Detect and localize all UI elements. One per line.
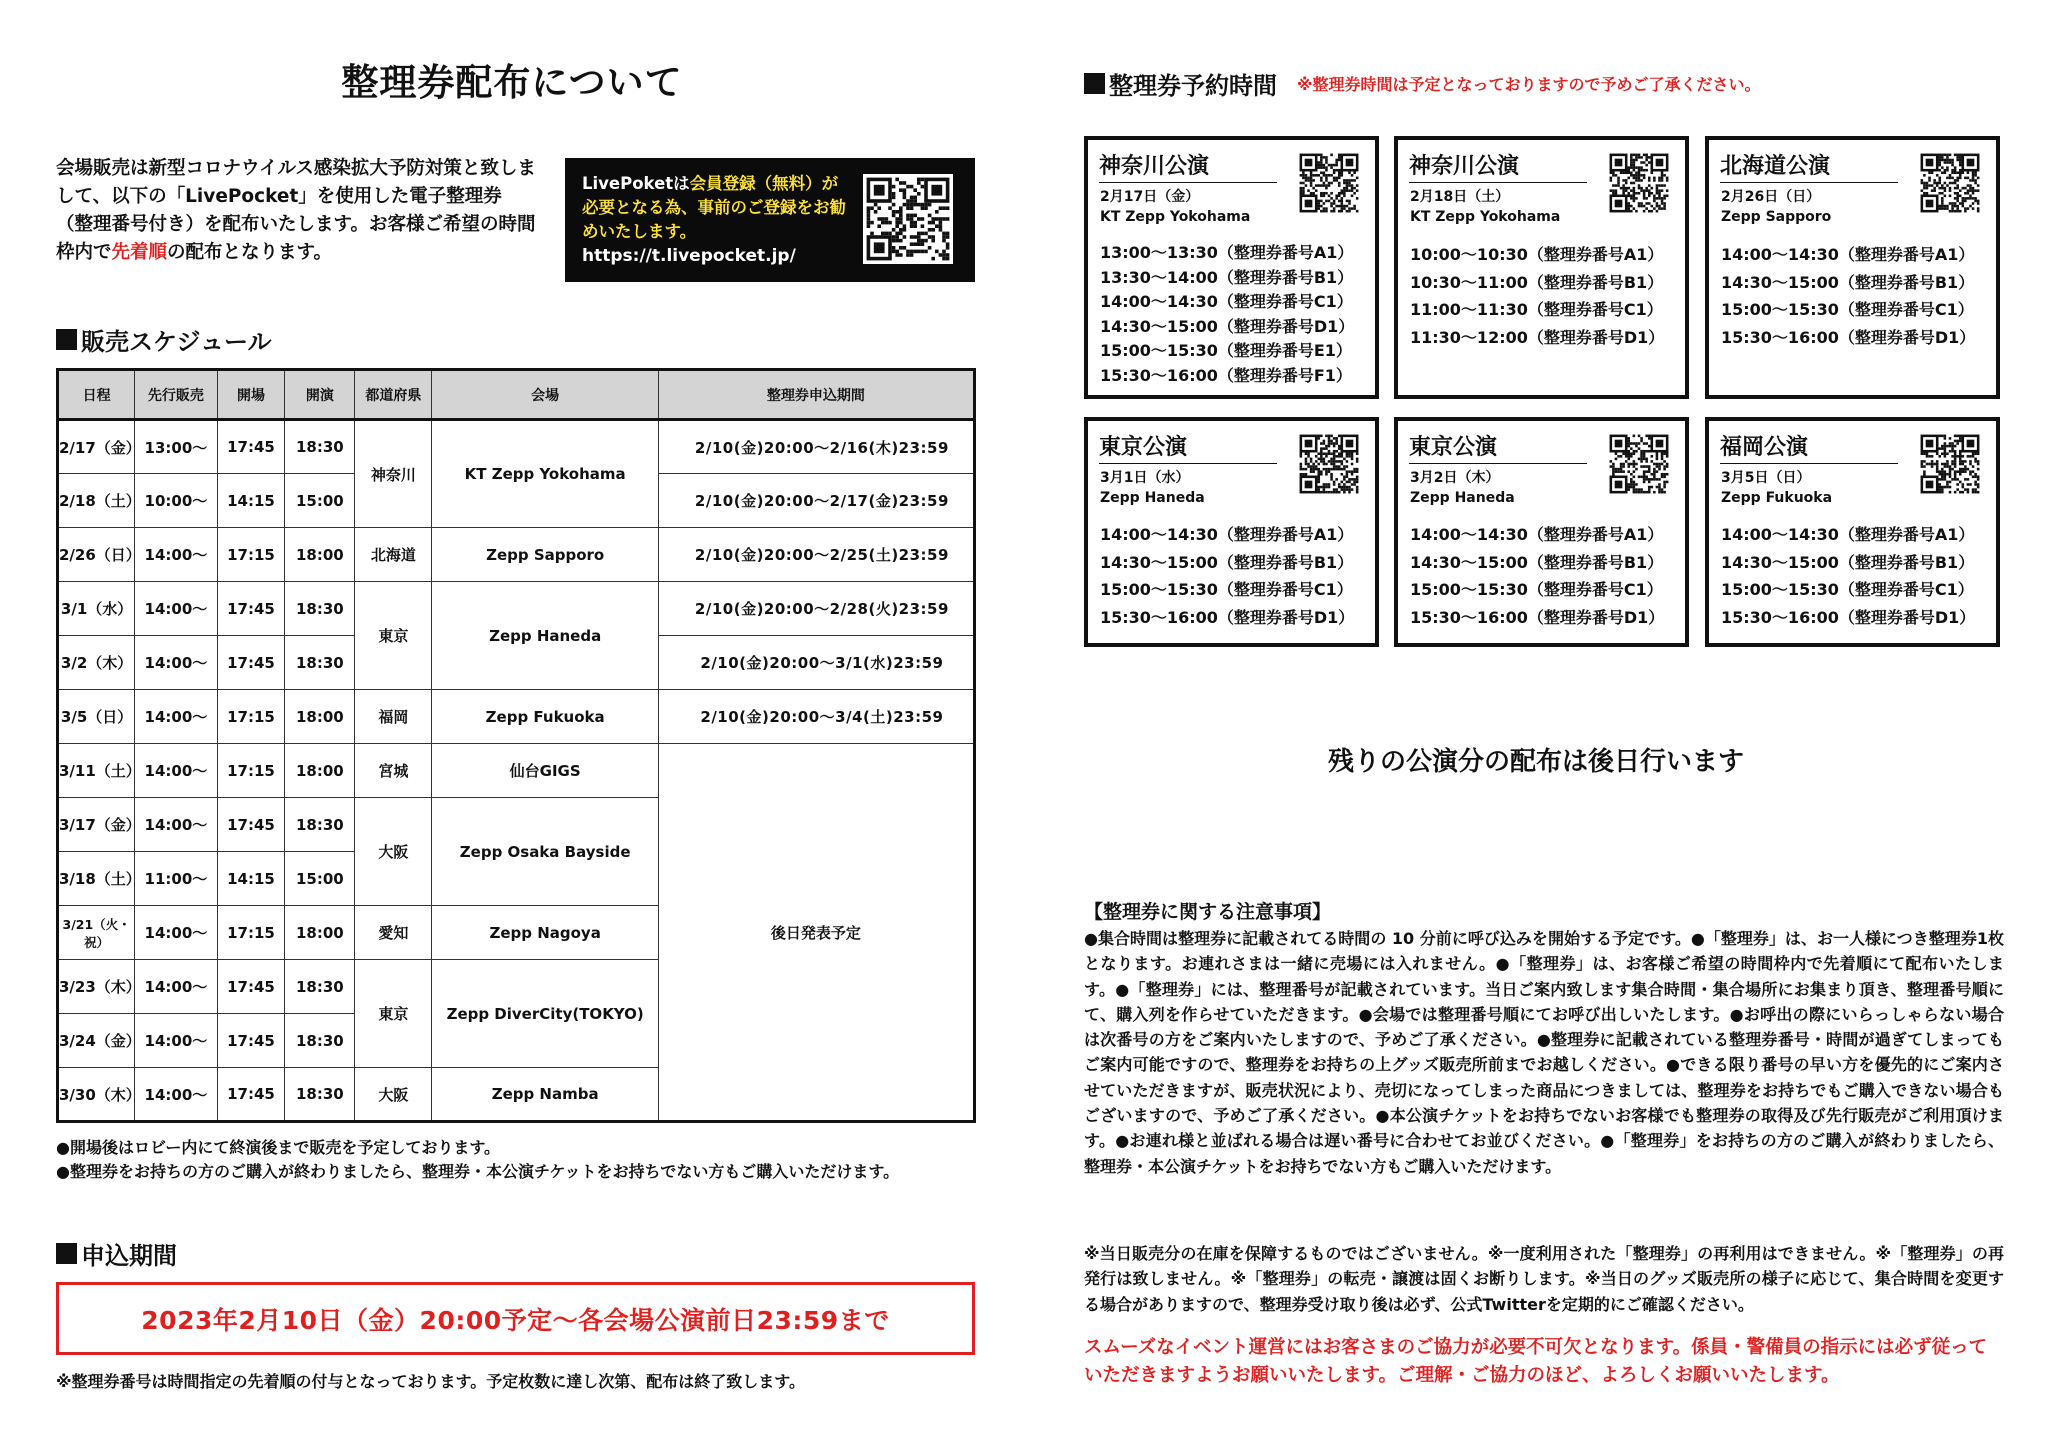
cell-start: 18:30 [285, 798, 355, 852]
cell-open: 17:15 [217, 690, 285, 744]
col-venue: 会場 [432, 370, 658, 420]
time-slot: 15:00～15:30（整理券番号C1） [1100, 580, 1353, 599]
card-title: 神奈川公演 [1099, 154, 1210, 179]
card-venue: KT Zepp Yokohama [1410, 209, 1561, 225]
page-title: 整理券配布について [341, 61, 683, 104]
cell-presale: 13:00〜 [135, 420, 217, 474]
card-venue: Zepp Haneda [1100, 490, 1205, 506]
ticket-card-kanagawa-0218 [1394, 136, 1689, 399]
card-date-venue [1410, 468, 1515, 508]
time-slot: 10:30～11:00（整理券番号B1） [1410, 272, 1664, 292]
schedule-note-item: ●整理券をお持ちの方のご購入が終わりましたら、整理券・本公演チケットをお持ちでない方もご購入いただけます。 [56, 1162, 900, 1181]
schedule-heading-text: 販売スケジュール [81, 328, 272, 356]
cell-presale: 14:00〜 [135, 744, 217, 798]
intro-text-end: の配布となります。 [167, 242, 333, 263]
card-date: 2月17日（金） [1100, 189, 1200, 205]
table-row [58, 582, 975, 636]
card-divider [1720, 463, 1898, 464]
cell-period-tba: 後日発表予定 [658, 744, 974, 1122]
card-date: 3月1日（水） [1100, 470, 1190, 486]
cell-open: 17:45 [217, 1014, 285, 1068]
time-slot: 15:30～16:00（整理券番号D1） [1721, 607, 1976, 627]
ticket-card-kanagawa-0217 [1084, 136, 1379, 399]
time-slot: 14:30～15:00（整理券番号B1） [1721, 272, 1975, 292]
qr-code-icon[interactable] [1607, 151, 1671, 215]
cell-prefecture: 神奈川 [355, 420, 432, 528]
card-date-venue [1100, 468, 1205, 508]
table-row [58, 528, 975, 582]
livepocket-text [582, 172, 852, 244]
cell-presale: 14:00〜 [135, 1014, 217, 1068]
card-title: 神奈川公演 [1409, 154, 1520, 179]
reservation-times-heading [1084, 66, 1761, 101]
cell-open: 17:45 [217, 636, 285, 690]
card-venue: Zepp Fukuoka [1721, 490, 1833, 506]
time-slot: 14:30～15:00（整理券番号D1） [1100, 316, 1355, 336]
schedule-notes [56, 1136, 996, 1184]
time-slot: 14:30～15:00（整理券番号B1） [1721, 552, 1975, 572]
cell-venue: Zepp DiverCity(TOKYO) [432, 960, 658, 1068]
cell-period: 2/10(金)20:00～2/28(火)23:59 [658, 582, 974, 636]
cell-open: 14:15 [217, 474, 285, 528]
extra-notes: ※当日販売分の在庫を保障するものではございません。※一度利用された「整理券」の再利用はできません。※「整理券」の再発行は致しません。※「整理券」の転売・譲渡は固くお断りします。※当日のグッズ販売所の様子に応じて、集合時間を変更する場合がありますので、整理券受け取り後は必ず、公式Twitterを定期的にご確認ください。 [1084, 1244, 2004, 1314]
col-presale: 先行販売 [135, 370, 217, 420]
time-slot: 15:30～16:00（整理券番号D1） [1410, 607, 1665, 627]
cell-date: 3/18（土） [58, 852, 135, 906]
cell-venue: Zepp Haneda [432, 582, 658, 690]
livepocket-url[interactable]: https://t.livepocket.jp/ [582, 246, 796, 266]
table-header-row [58, 370, 975, 420]
cell-presale: 14:00〜 [135, 528, 217, 582]
ticket-card-fukuoka-0305 [1705, 417, 2000, 647]
time-slot: 15:00～15:30（整理券番号C1） [1410, 580, 1663, 599]
table-row [58, 690, 975, 744]
cell-venue: Zepp Fukuoka [432, 690, 658, 744]
cell-start: 18:30 [285, 636, 355, 690]
time-slot: 14:00～14:30（整理券番号A1） [1721, 245, 1975, 264]
col-prefecture: 都道府県 [355, 370, 432, 420]
time-slot: 15:00～15:30（整理券番号C1） [1721, 300, 1974, 319]
table-row [58, 744, 975, 798]
cell-start: 18:00 [285, 690, 355, 744]
cell-date: 3/24（金） [58, 1014, 135, 1068]
card-title: 福岡公演 [1720, 435, 1809, 460]
cell-open: 17:45 [217, 960, 285, 1014]
card-slots [1410, 521, 1664, 631]
cell-date: 3/21（火・祝） [58, 906, 135, 960]
card-date: 2月26日（日） [1721, 189, 1821, 205]
time-slot: 15:30～16:00（整理券番号F1） [1100, 365, 1352, 385]
schedule-table [56, 368, 976, 1123]
cell-date: 3/2（木） [58, 636, 135, 690]
apply-note: ※整理券番号は時間指定の先着順の付与となっております。予定枚数に達し次第、配布は終了致します。 [56, 1372, 805, 1391]
card-date: 3月2日（木） [1410, 470, 1500, 486]
cell-date: 3/11（土） [58, 744, 135, 798]
final-message: スムーズなイベント運営にはお客さまのご協力が必要不可欠となります。係員・警備員の指示には必ず従っていただきますようお願いいたします。ご理解・ご協力のほど、よろしくお願いいたします。 [1084, 1337, 1988, 1386]
card-date-venue [1410, 187, 1560, 227]
col-date: 日程 [58, 370, 135, 420]
cell-start: 18:00 [285, 906, 355, 960]
card-venue: Zepp Sapporo [1721, 209, 1832, 225]
cell-date: 2/26（日） [58, 528, 135, 582]
col-period: 整理券申込期間 [658, 370, 974, 420]
square-bullet-icon [56, 329, 77, 350]
card-slots [1721, 521, 1975, 631]
cell-venue: Zepp Osaka Bayside [432, 798, 658, 906]
square-bullet-icon [56, 1243, 77, 1264]
qr-code-icon[interactable] [1918, 432, 1982, 496]
cell-presale: 14:00〜 [135, 582, 217, 636]
cell-presale: 11:00〜 [135, 852, 217, 906]
time-slot: 14:00～14:30（整理券番号A1） [1410, 525, 1664, 544]
cell-open: 17:45 [217, 1068, 285, 1122]
cell-venue: Zepp Namba [432, 1068, 658, 1122]
cell-period: 2/10(金)20:00～2/25(土)23:59 [658, 528, 974, 582]
cell-open: 14:15 [217, 852, 285, 906]
time-slot: 14:30～15:00（整理券番号B1） [1410, 552, 1664, 572]
cell-venue: KT Zepp Yokohama [432, 420, 658, 528]
qr-code-icon[interactable] [1918, 151, 1982, 215]
qr-code-icon[interactable] [1607, 432, 1671, 496]
card-date-venue [1100, 187, 1250, 227]
cell-period: 2/10(金)20:00～2/16(木)23:59 [658, 420, 974, 474]
card-date: 2月18日（土） [1410, 189, 1510, 205]
cell-start: 18:30 [285, 1014, 355, 1068]
livepocket-text-prefix: LivePoketは [582, 174, 690, 193]
cell-open: 17:45 [217, 420, 285, 474]
time-slot: 11:00～11:30（整理券番号C1） [1410, 300, 1663, 319]
card-slots [1410, 241, 1664, 351]
card-date-venue [1721, 187, 1831, 227]
cell-date: 3/23（木） [58, 960, 135, 1014]
qr-code-icon[interactable] [863, 174, 953, 264]
cell-period: 2/10(金)20:00～2/17(金)23:59 [658, 474, 974, 528]
time-slot: 11:30～12:00（整理券番号D1） [1410, 327, 1665, 347]
time-slot: 15:30～16:00（整理券番号D1） [1100, 607, 1355, 627]
time-slot: 14:30～15:00（整理券番号B1） [1100, 552, 1354, 572]
remaining-distribution-message: 残りの公演分の配布は後日行います [1327, 747, 1744, 777]
card-divider [1409, 463, 1587, 464]
livepocket-text-highlight: 会員登録（無料）が必要となる為、事前のご登録をお勧めいたします。 [582, 174, 846, 241]
card-venue: KT Zepp Yokohama [1100, 209, 1251, 225]
cell-prefecture: 大阪 [355, 1068, 432, 1122]
card-title: 北海道公演 [1720, 154, 1831, 179]
card-slots [1100, 241, 1354, 388]
qr-code-icon[interactable] [1297, 151, 1361, 215]
reservation-times-note: ※整理券時間は予定となっておりますので予めご了承ください。 [1297, 75, 1761, 94]
cell-date: 3/30（木） [58, 1068, 135, 1122]
cell-date: 3/5（日） [58, 690, 135, 744]
intro-highlight: 先着順 [111, 242, 168, 263]
cell-start: 18:00 [285, 528, 355, 582]
card-divider [1720, 182, 1898, 183]
card-divider [1099, 182, 1277, 183]
cell-open: 17:45 [217, 798, 285, 852]
cell-prefecture: 東京 [355, 582, 432, 690]
cell-start: 18:30 [285, 1068, 355, 1122]
schedule-note-item: ●開場後はロビー内にて終演後まで販売を予定しております。 [56, 1138, 501, 1157]
intro-text: 会場販売は新型コロナウイルス感染拡大予防対策と致しまして、以下の「LivePocket」を使用した電子整理券（整理番号付き）を配布いたします。お客様ご希望の時間枠内で [56, 158, 536, 263]
time-slot: 10:00～10:30（整理券番号A1） [1410, 245, 1664, 264]
table-row [58, 420, 975, 474]
card-venue: Zepp Haneda [1410, 490, 1515, 506]
ticket-card-tokyo-0301 [1084, 417, 1379, 647]
cell-open: 17:15 [217, 744, 285, 798]
apply-heading-text: 申込期間 [81, 1242, 177, 1270]
card-slots [1100, 521, 1354, 631]
time-slot: 15:00～15:30（整理券番号C1） [1721, 580, 1974, 599]
cell-open: 17:15 [217, 906, 285, 960]
time-slot: 14:00～14:30（整理券番号A1） [1100, 525, 1354, 544]
time-slot: 13:30～14:00（整理券番号B1） [1100, 267, 1354, 287]
time-slot: 15:30～16:00（整理券番号D1） [1721, 327, 1976, 347]
cell-period: 2/10(金)20:00～3/4(土)23:59 [658, 690, 974, 744]
qr-code-icon[interactable] [1297, 432, 1361, 496]
cell-presale: 10:00〜 [135, 474, 217, 528]
cell-presale: 14:00〜 [135, 798, 217, 852]
cell-presale: 14:00〜 [135, 636, 217, 690]
cell-venue: 仙台GIGS [432, 744, 658, 798]
cell-open: 17:45 [217, 582, 285, 636]
intro-paragraph [56, 155, 536, 267]
caution-body: ●集合時間は整理券に記載されてる時間の 10 分前に呼び込みを開始する予定です。●「整理券」は、お一人様につき整理券1枚となります。お連れさまは一緒に売場には入れません。●「整理券」は、お客様ご希望の時間枠内で先着順にて配布いたします。●「整理券」には、整理番号が記載されています。当日ご案内致します集合時間・集合場所にお集まり頂き、整理番号順にて、購入列を作らせていただきます。●会場では整理番号順にてお呼び出しいたします。●お呼出の際にいらっしゃらない場合は次番号の方をご案内いたしますので、予めご了承ください。●整理券に記載されている整理券番号・時間が過ぎてしまってもご案内可能ですので、整理券をお持ちの上グッズ販売所前までお越しください。●できる限り番号の早い方を優先的にご案内させていただきますが、販売状況により、売切になってしまった商品につきましては、整理券をお持ちでもご購入できない場合もございますので、予めご了承ください。●本公演チケットをお持ちでないお客様でも整理券の取得及び先行販売がご利用頂けます。●お連れ様と並ばれる場合は遅い番号に合わせてお並びください。●「整理券」をお持ちの方のご購入が終わりましたら、整理券・本公演チケットをお持ちでない方もご購入いただけます。 [1084, 929, 2004, 1176]
ticket-card-hokkaido-0226 [1705, 136, 2000, 399]
cell-start: 15:00 [285, 474, 355, 528]
square-bullet-icon [1084, 73, 1105, 94]
cell-date: 2/18（土） [58, 474, 135, 528]
apply-period-box: 2023年2月10日（金）20:00予定～各会場公演前日23:59まで [56, 1282, 975, 1355]
time-slot: 14:00～14:30（整理券番号C1） [1100, 292, 1353, 311]
time-slot: 14:00～14:30（整理券番号A1） [1721, 525, 1975, 544]
livepocket-box [565, 158, 975, 282]
cell-prefecture: 宮城 [355, 744, 432, 798]
cell-start: 18:30 [285, 960, 355, 1014]
card-title: 東京公演 [1409, 435, 1498, 460]
card-title: 東京公演 [1099, 435, 1188, 460]
cell-open: 17:15 [217, 528, 285, 582]
cell-start: 18:30 [285, 582, 355, 636]
card-date: 3月5日（日） [1721, 470, 1811, 486]
cell-prefecture: 愛知 [355, 906, 432, 960]
ticket-card-tokyo-0302 [1394, 417, 1689, 647]
card-divider [1409, 182, 1587, 183]
cell-presale: 14:00〜 [135, 690, 217, 744]
cell-start: 15:00 [285, 852, 355, 906]
apply-heading [56, 1236, 177, 1271]
cell-date: 3/17（金） [58, 798, 135, 852]
cell-venue: Zepp Sapporo [432, 528, 658, 582]
cell-presale: 14:00〜 [135, 906, 217, 960]
card-date-venue [1721, 468, 1832, 508]
caution-heading: 【整理券に関する注意事項】 [1084, 901, 1332, 923]
cell-prefecture: 北海道 [355, 528, 432, 582]
cell-start: 18:30 [285, 420, 355, 474]
col-open: 開場 [217, 370, 285, 420]
cell-presale: 14:00〜 [135, 960, 217, 1014]
card-divider [1099, 463, 1277, 464]
col-start: 開演 [285, 370, 355, 420]
cell-prefecture: 福岡 [355, 690, 432, 744]
cell-period: 2/10(金)20:00～3/1(水)23:59 [658, 636, 974, 690]
reservation-times-heading-text: 整理券予約時間 [1109, 72, 1277, 100]
cell-presale: 14:00〜 [135, 1068, 217, 1122]
cell-prefecture: 大阪 [355, 798, 432, 906]
cell-start: 18:00 [285, 744, 355, 798]
cell-venue: Zepp Nagoya [432, 906, 658, 960]
cell-prefecture: 東京 [355, 960, 432, 1068]
cell-date: 3/1（水） [58, 582, 135, 636]
time-slot: 15:00～15:30（整理券番号E1） [1100, 341, 1352, 360]
card-slots [1721, 241, 1975, 351]
cell-date: 2/17（金） [58, 420, 135, 474]
schedule-heading [56, 322, 272, 357]
time-slot: 13:00～13:30（整理券番号A1） [1100, 243, 1354, 262]
